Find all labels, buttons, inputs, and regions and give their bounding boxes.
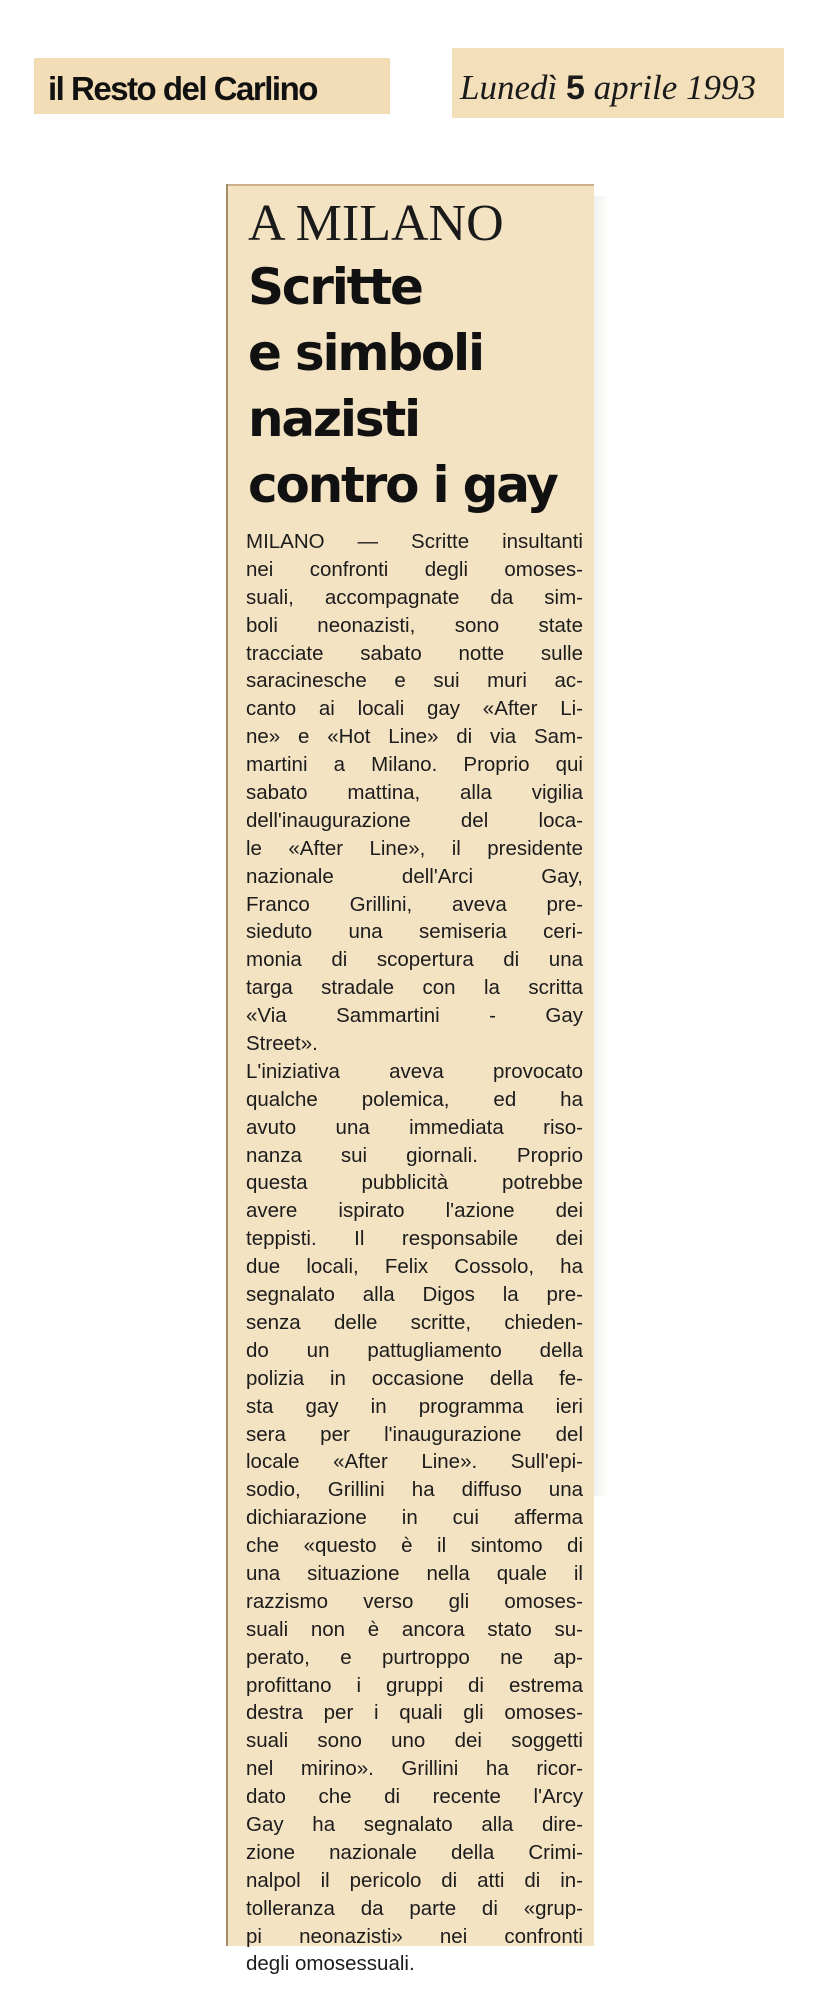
body-line: Franco Grillini, aveva pre- bbox=[246, 892, 583, 916]
body-line: polizia in occasione della fe- bbox=[246, 1366, 583, 1390]
body-line: nei confronti degli omoses- bbox=[246, 557, 583, 581]
body-line: dato che di recente l'Arcy bbox=[246, 1785, 583, 1809]
headline-line: contro i gay bbox=[248, 456, 557, 514]
body-line: due locali, Felix Cossolo, ha bbox=[246, 1255, 583, 1279]
date-year: 1993 bbox=[686, 68, 757, 107]
body-line: nel mirino». Grillini ha ricor- bbox=[246, 1757, 583, 1781]
newspaper-masthead-clipping bbox=[34, 58, 390, 114]
body-line: suali sono uno dei soggetti bbox=[246, 1729, 583, 1753]
body-line: zione nazionale della Crimi- bbox=[246, 1840, 583, 1864]
body-line: razzismo verso gli omoses- bbox=[246, 1589, 583, 1613]
article-headline bbox=[248, 254, 593, 518]
newspaper-name: il Resto del Carlino bbox=[48, 70, 317, 107]
clipping-top-edge bbox=[228, 184, 594, 186]
body-line: sabato mattina, alla vigilia bbox=[246, 781, 583, 805]
body-line: destra per i quali gli omoses- bbox=[246, 1701, 583, 1725]
body-line: Street». bbox=[246, 1032, 318, 1056]
body-line: suali, accompagnate da sim- bbox=[246, 585, 583, 609]
body-line: sodio, Grillini ha diffuso una bbox=[246, 1478, 583, 1502]
body-line: senza delle scritte, chieden- bbox=[246, 1310, 583, 1334]
article-clipping bbox=[226, 184, 594, 1976]
body-line: nalpol il pericolo di atti di in- bbox=[246, 1868, 583, 1892]
body-line: martini a Milano. Proprio qui bbox=[246, 753, 583, 777]
body-line: tolleranza da parte di «grup- bbox=[246, 1896, 583, 1920]
body-line: sieduto una semiseria ceri- bbox=[246, 920, 583, 944]
body-line: nanza sui giornali. Proprio bbox=[246, 1143, 583, 1167]
body-line: MILANO — Scritte insultanti bbox=[246, 530, 583, 553]
body-line: suali non è ancora stato su- bbox=[246, 1617, 583, 1641]
body-line: do un pattugliamento della bbox=[246, 1338, 583, 1362]
body-line: qualche polemica, ed ha bbox=[246, 1087, 583, 1111]
body-line: «Via Sammartini - Gay bbox=[246, 1004, 583, 1028]
body-line: tracciate sabato notte sulle bbox=[246, 641, 583, 665]
body-line: boli neonazisti, sono state bbox=[246, 613, 583, 637]
headline-line: Scritte bbox=[248, 258, 422, 316]
body-line: teppisti. Il responsabile dei bbox=[246, 1227, 583, 1251]
date-weekday: Lunedì bbox=[460, 68, 558, 107]
body-line: nazionale dell'Arci Gay, bbox=[246, 864, 583, 888]
body-line: perato, e purtroppo ne ap- bbox=[246, 1645, 583, 1669]
body-line: Gay ha segnalato alla dire- bbox=[246, 1812, 583, 1836]
body-line: avere ispirato l'azione dei bbox=[246, 1199, 583, 1223]
body-line: profittano i gruppi di estrema bbox=[246, 1673, 583, 1697]
article-kicker: A MILANO bbox=[248, 195, 504, 252]
body-line: L'iniziativa aveva provocato bbox=[246, 1059, 583, 1083]
article-body bbox=[246, 528, 583, 1978]
body-line: pi neonazisti» nei confronti bbox=[246, 1924, 583, 1948]
body-line: sera per l'inaugurazione del bbox=[246, 1422, 583, 1446]
body-line: degli omosessuali. bbox=[246, 1952, 415, 1976]
date-day: 5 bbox=[565, 69, 585, 107]
date-month: aprile bbox=[593, 68, 678, 107]
body-line: monia di scopertura di una bbox=[246, 948, 583, 972]
body-line: canto ai locali gay «After Li- bbox=[246, 697, 583, 721]
body-line: dell'inaugurazione del loca- bbox=[246, 808, 583, 832]
body-line: targa stradale con la scritta bbox=[246, 976, 583, 1000]
body-line: le «After Line», il presidente bbox=[246, 836, 583, 860]
body-line: che «questo è il sintomo di bbox=[246, 1534, 583, 1558]
body-line: una situazione nella quale il bbox=[246, 1561, 583, 1585]
headline-line: nazisti bbox=[248, 390, 419, 448]
body-line: questa pubblicità potrebbe bbox=[246, 1171, 583, 1195]
body-line: avuto una immediata riso- bbox=[246, 1115, 583, 1139]
body-line: saracinesche e sui muri ac- bbox=[246, 669, 583, 693]
headline-line: e simboli bbox=[248, 324, 483, 382]
body-line: ne» e «Hot Line» di via Sam- bbox=[246, 725, 583, 749]
adjacent-paper-scrap bbox=[594, 196, 610, 1496]
body-line: sta gay in programma ieri bbox=[246, 1394, 583, 1418]
body-line: dichiarazione in cui afferma bbox=[246, 1506, 583, 1530]
body-line: locale «After Line». Sull'epi- bbox=[246, 1450, 583, 1474]
date-clipping bbox=[452, 48, 784, 118]
body-line: segnalato alla Digos la pre- bbox=[246, 1283, 583, 1307]
